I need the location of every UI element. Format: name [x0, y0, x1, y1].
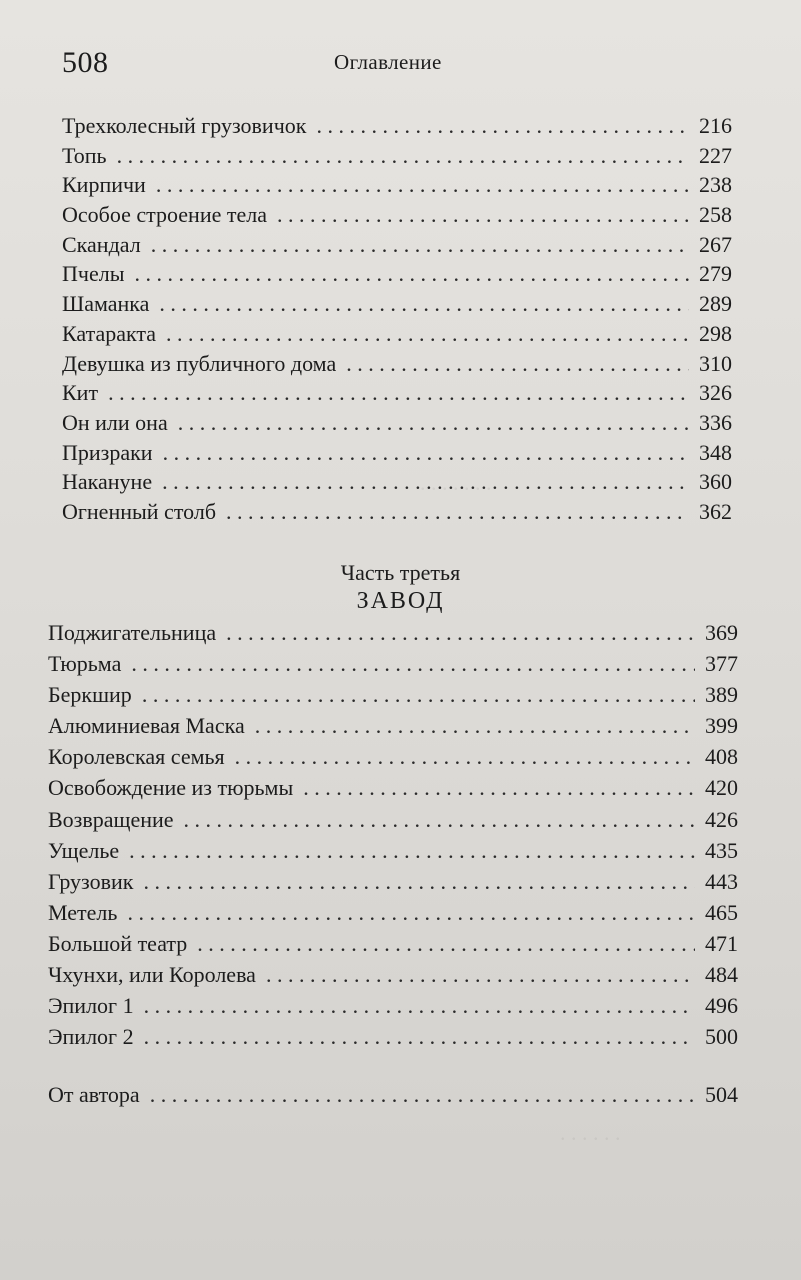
toc-entry[interactable] [62, 259, 732, 289]
toc-entry-title: Метель [48, 899, 118, 925]
toc-entry-title: Ущелье [48, 837, 120, 863]
dot-leader [197, 928, 695, 959]
toc-entry[interactable] [62, 111, 732, 141]
toc-entry[interactable] [48, 928, 738, 959]
part-label: Часть третья [340, 560, 461, 585]
dot-leader [163, 438, 689, 468]
dot-leader [127, 897, 695, 928]
toc-entry[interactable] [48, 1021, 738, 1052]
part-title: ЗАВОД [356, 588, 445, 614]
toc-entry-title: Пчелы [62, 261, 125, 287]
toc-entry[interactable] [48, 866, 738, 897]
toc-entry[interactable] [62, 200, 732, 230]
toc-entry[interactable] [62, 467, 732, 497]
toc-entry-title: Призраки [62, 439, 153, 465]
dot-leader [235, 741, 695, 772]
toc-entry-title: Кирпичи [62, 172, 146, 198]
toc-entry-page: 238 [699, 172, 732, 198]
toc-entry[interactable] [62, 319, 732, 349]
toc-part3-list [48, 617, 738, 1052]
dot-leader [266, 959, 695, 990]
toc-entry[interactable] [62, 378, 732, 408]
toc-entry-page: 227 [699, 142, 732, 168]
toc-entry-page: 348 [699, 439, 732, 465]
toc-entry-page: 336 [699, 409, 732, 435]
dot-leader [178, 408, 689, 438]
dot-leader [150, 1079, 695, 1111]
toc-entry[interactable] [48, 804, 738, 835]
dot-leader [108, 378, 689, 408]
dot-leader [255, 710, 695, 741]
dot-leader [151, 230, 689, 260]
toc-entry-page: 279 [699, 261, 732, 287]
toc-entry-title: Алюминиевая Маска [48, 713, 245, 739]
toc-entry[interactable] [48, 897, 738, 928]
show-through-text: . . . . . . . [420, 470, 492, 495]
toc-entry-title: Накануне [62, 469, 153, 495]
toc-entry-page: 360 [699, 469, 732, 495]
toc-entry-page: 389 [705, 682, 738, 708]
toc-entry-title: Топь [62, 142, 107, 168]
dot-leader [226, 497, 689, 527]
toc-entry-title: Скандал [62, 231, 141, 257]
dot-leader [134, 259, 689, 289]
toc-entry[interactable] [62, 497, 732, 527]
toc-entry-title: Королевская семья [48, 744, 225, 770]
toc-entry-title: Возвращение [48, 806, 174, 832]
toc-entry-page: 369 [705, 620, 738, 645]
dot-leader [117, 141, 689, 171]
dot-leader [346, 349, 689, 379]
toc-entry-page: 484 [705, 962, 738, 988]
toc-entry[interactable] [62, 408, 732, 438]
toc-entry[interactable] [48, 648, 738, 679]
toc-entry-title: Беркшир [48, 682, 132, 708]
toc-entry-page: 504 [705, 1082, 738, 1107]
toc-entry-title: Эпилог 2 [48, 1024, 134, 1050]
toc-entry[interactable] [48, 710, 738, 741]
toc-entry-title: Эпилог 1 [48, 993, 134, 1019]
toc-entry-page: 267 [699, 231, 732, 257]
dot-leader [142, 679, 695, 710]
dot-leader [277, 200, 689, 230]
toc-entry[interactable] [48, 741, 738, 772]
toc-entry-title: Шаманка [62, 291, 150, 317]
show-through-text: . . . . . . [560, 1120, 621, 1145]
toc-entry[interactable] [48, 990, 738, 1021]
toc-entry-page: 399 [705, 713, 738, 739]
toc-entry[interactable] [62, 349, 732, 379]
dot-leader [144, 1021, 695, 1052]
dot-leader [303, 772, 695, 803]
toc-entry[interactable] [62, 289, 732, 319]
toc-entry[interactable] [48, 617, 738, 648]
toc-entry-title: Освобождение из тюрьмы [48, 775, 294, 801]
toc-entry[interactable] [62, 170, 732, 200]
dot-leader [156, 170, 689, 200]
toc-entry-page: 310 [699, 350, 732, 376]
toc-entry-page: 426 [705, 806, 738, 832]
toc-entry-page: 465 [705, 899, 738, 925]
dot-leader [184, 804, 695, 835]
toc-entry-title: Огненный столб [62, 498, 217, 524]
toc-entry-page: 362 [699, 498, 732, 524]
toc-entry[interactable] [48, 1079, 738, 1111]
toc-entry-page: 500 [705, 1024, 738, 1050]
dot-leader [226, 617, 695, 648]
toc-entry[interactable] [48, 835, 738, 866]
toc-entry[interactable] [62, 438, 732, 468]
dot-leader [129, 835, 695, 866]
toc-entry-page: 326 [699, 380, 732, 406]
toc-entry-page: 408 [705, 744, 738, 770]
toc-entry[interactable] [48, 959, 738, 990]
toc-entry-title: Поджигательница [48, 620, 217, 645]
toc-entry[interactable] [48, 679, 738, 710]
toc-entry[interactable] [62, 141, 732, 171]
dot-leader [159, 289, 689, 319]
toc-entry-page: 216 [699, 113, 732, 138]
dot-leader [144, 990, 695, 1021]
toc-part2-list [62, 111, 732, 527]
toc-entry-title: Большой театр [48, 930, 188, 956]
toc-entry-title: Трехколесный грузовичок [62, 113, 307, 138]
toc-entry-title: Особое строение тела [62, 202, 267, 228]
toc-entry-title: Грузовик [48, 868, 134, 894]
toc-entry-page: 435 [705, 837, 738, 863]
dot-leader [143, 866, 695, 897]
toc-entry-page: 443 [705, 868, 738, 894]
toc-entry-title: Катаракта [62, 320, 157, 346]
toc-entry-title: Он или она [62, 409, 168, 435]
toc-entry-title: От автора [48, 1082, 140, 1107]
page-number: 508 [62, 46, 109, 79]
toc-entry-page: 289 [699, 291, 732, 317]
toc-entry-page: 420 [705, 775, 738, 801]
toc-entry[interactable] [48, 772, 738, 803]
toc-entry-title: Тюрьма [48, 651, 122, 677]
dot-leader [316, 111, 689, 141]
toc-entry-page: 377 [705, 651, 738, 677]
toc-entry-page: 258 [699, 202, 732, 228]
dot-leader [166, 319, 689, 349]
dot-leader [131, 648, 695, 679]
toc-afterword [48, 1079, 738, 1111]
toc-entry-page: 298 [699, 320, 732, 346]
toc-entry-page: 471 [705, 930, 738, 956]
toc-entry-title: Чхунхи, или Королева [48, 962, 256, 988]
toc-entry-title: Девушка из публичного дома [62, 350, 337, 376]
toc-entry-page: 496 [705, 993, 738, 1019]
toc-entry-title: Кит [62, 380, 99, 406]
toc-entry[interactable] [62, 230, 732, 260]
running-header: Оглавление [334, 50, 442, 74]
dot-leader [162, 467, 689, 497]
